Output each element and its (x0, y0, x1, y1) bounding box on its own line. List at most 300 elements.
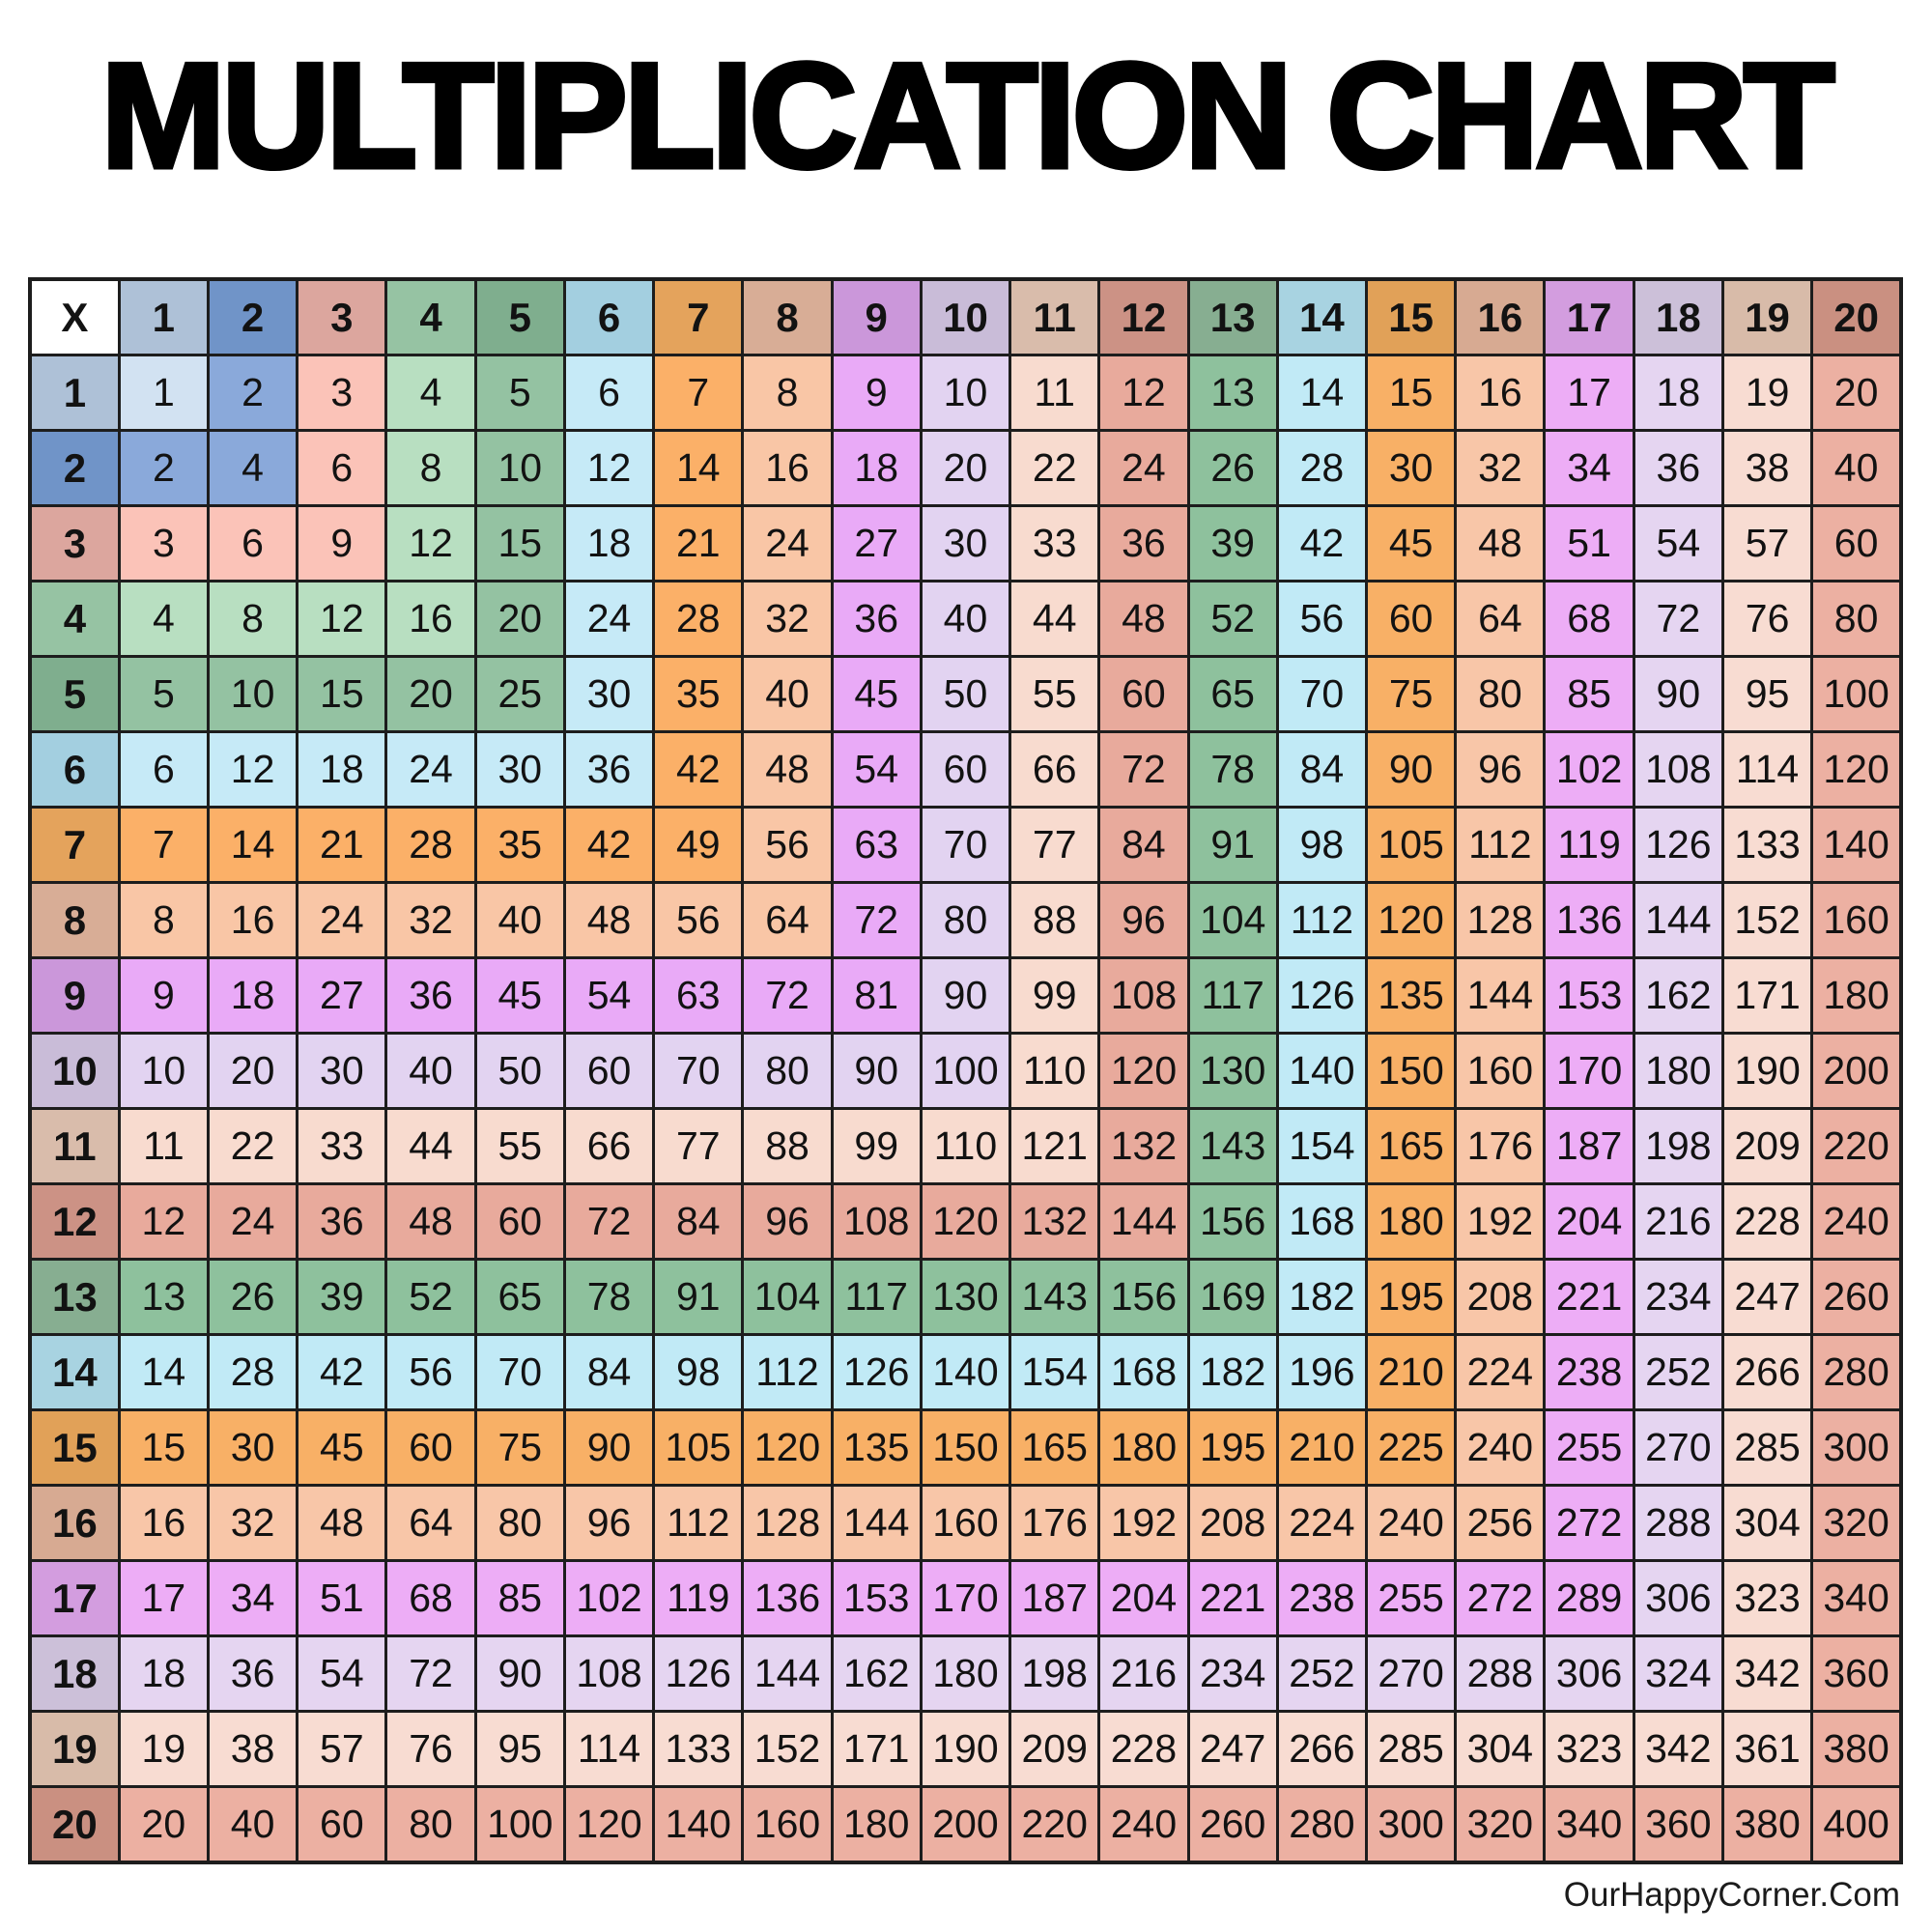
product-cell-3x3: 9 (298, 506, 386, 582)
product-cell-15x12: 180 (1099, 1410, 1188, 1486)
product-cell-16x16: 256 (1456, 1486, 1545, 1561)
product-cell-4x14: 56 (1277, 582, 1366, 657)
col-header-4: 4 (386, 279, 475, 355)
col-header-11: 11 (1010, 279, 1099, 355)
product-cell-4x3: 12 (298, 582, 386, 657)
product-cell-3x16: 48 (1456, 506, 1545, 582)
product-cell-6x13: 78 (1188, 732, 1277, 808)
product-cell-6x15: 90 (1367, 732, 1456, 808)
product-cell-11x17: 187 (1545, 1109, 1634, 1184)
product-cell-1x15: 15 (1367, 355, 1456, 431)
product-cell-5x4: 20 (386, 657, 475, 732)
row-header-13: 13 (30, 1260, 119, 1335)
col-header-16: 16 (1456, 279, 1545, 355)
product-cell-12x1: 12 (119, 1184, 208, 1260)
product-cell-2x10: 20 (921, 431, 1009, 506)
product-cell-15x16: 240 (1456, 1410, 1545, 1486)
product-cell-15x2: 30 (208, 1410, 297, 1486)
product-cell-6x9: 54 (832, 732, 921, 808)
product-cell-20x1: 20 (119, 1787, 208, 1863)
product-cell-9x2: 18 (208, 958, 297, 1034)
product-cell-13x5: 65 (475, 1260, 564, 1335)
product-cell-16x8: 128 (743, 1486, 832, 1561)
product-cell-3x17: 51 (1545, 506, 1634, 582)
product-cell-20x7: 140 (654, 1787, 743, 1863)
product-cell-6x17: 102 (1545, 732, 1634, 808)
product-cell-5x5: 25 (475, 657, 564, 732)
product-cell-7x3: 21 (298, 808, 386, 883)
product-cell-1x14: 14 (1277, 355, 1366, 431)
table-row-4 (30, 582, 1901, 657)
product-cell-9x16: 144 (1456, 958, 1545, 1034)
product-cell-17x5: 85 (475, 1561, 564, 1636)
product-cell-2x9: 18 (832, 431, 921, 506)
product-cell-7x2: 14 (208, 808, 297, 883)
product-cell-15x7: 105 (654, 1410, 743, 1486)
product-cell-19x18: 342 (1634, 1712, 1722, 1787)
product-cell-1x3: 3 (298, 355, 386, 431)
product-cell-4x6: 24 (564, 582, 653, 657)
product-cell-9x10: 90 (921, 958, 1009, 1034)
product-cell-10x12: 120 (1099, 1034, 1188, 1109)
product-cell-19x13: 247 (1188, 1712, 1277, 1787)
product-cell-8x4: 32 (386, 883, 475, 958)
product-cell-3x10: 30 (921, 506, 1009, 582)
product-cell-6x4: 24 (386, 732, 475, 808)
product-cell-14x6: 84 (564, 1335, 653, 1410)
product-cell-11x12: 132 (1099, 1109, 1188, 1184)
product-cell-18x9: 162 (832, 1636, 921, 1712)
product-cell-16x7: 112 (654, 1486, 743, 1561)
col-header-13: 13 (1188, 279, 1277, 355)
product-cell-11x10: 110 (921, 1109, 1009, 1184)
product-cell-7x5: 35 (475, 808, 564, 883)
product-cell-4x17: 68 (1545, 582, 1634, 657)
product-cell-8x13: 104 (1188, 883, 1277, 958)
product-cell-1x8: 8 (743, 355, 832, 431)
product-cell-10x15: 150 (1367, 1034, 1456, 1109)
row-header-19: 19 (30, 1712, 119, 1787)
product-cell-18x8: 144 (743, 1636, 832, 1712)
product-cell-14x12: 168 (1099, 1335, 1188, 1410)
product-cell-10x5: 50 (475, 1034, 564, 1109)
product-cell-8x17: 136 (1545, 883, 1634, 958)
product-cell-15x9: 135 (832, 1410, 921, 1486)
product-cell-19x17: 323 (1545, 1712, 1634, 1787)
table-row-2 (30, 431, 1901, 506)
product-cell-13x16: 208 (1456, 1260, 1545, 1335)
product-cell-18x14: 252 (1277, 1636, 1366, 1712)
product-cell-18x18: 324 (1634, 1636, 1722, 1712)
product-cell-17x11: 187 (1010, 1561, 1099, 1636)
product-cell-4x4: 16 (386, 582, 475, 657)
product-cell-4x2: 8 (208, 582, 297, 657)
product-cell-5x9: 45 (832, 657, 921, 732)
row-header-14: 14 (30, 1335, 119, 1410)
product-cell-17x6: 102 (564, 1561, 653, 1636)
product-cell-20x8: 160 (743, 1787, 832, 1863)
product-cell-17x1: 17 (119, 1561, 208, 1636)
row-header-17: 17 (30, 1561, 119, 1636)
table-row-1 (30, 355, 1901, 431)
col-header-18: 18 (1634, 279, 1722, 355)
col-header-1: 1 (119, 279, 208, 355)
product-cell-14x15: 210 (1367, 1335, 1456, 1410)
watermark: OurHappyCorner.Com (1563, 1876, 1900, 1914)
product-cell-18x1: 18 (119, 1636, 208, 1712)
product-cell-3x5: 15 (475, 506, 564, 582)
product-cell-2x13: 26 (1188, 431, 1277, 506)
product-cell-2x2: 4 (208, 431, 297, 506)
product-cell-6x11: 66 (1010, 732, 1099, 808)
product-cell-7x8: 56 (743, 808, 832, 883)
product-cell-3x4: 12 (386, 506, 475, 582)
product-cell-9x17: 153 (1545, 958, 1634, 1034)
product-cell-7x7: 49 (654, 808, 743, 883)
product-cell-2x1: 2 (119, 431, 208, 506)
corner-cell: X (30, 279, 119, 355)
product-cell-11x16: 176 (1456, 1109, 1545, 1184)
product-cell-13x18: 234 (1634, 1260, 1722, 1335)
product-cell-17x12: 204 (1099, 1561, 1188, 1636)
col-header-17: 17 (1545, 279, 1634, 355)
product-cell-2x8: 16 (743, 431, 832, 506)
product-cell-19x10: 190 (921, 1712, 1009, 1787)
product-cell-7x17: 119 (1545, 808, 1634, 883)
product-cell-5x8: 40 (743, 657, 832, 732)
product-cell-15x1: 15 (119, 1410, 208, 1486)
product-cell-7x20: 140 (1812, 808, 1901, 883)
product-cell-11x1: 11 (119, 1109, 208, 1184)
product-cell-19x2: 38 (208, 1712, 297, 1787)
product-cell-4x8: 32 (743, 582, 832, 657)
product-cell-2x6: 12 (564, 431, 653, 506)
product-cell-9x20: 180 (1812, 958, 1901, 1034)
product-cell-9x14: 126 (1277, 958, 1366, 1034)
product-cell-11x19: 209 (1722, 1109, 1811, 1184)
col-header-7: 7 (654, 279, 743, 355)
product-cell-18x19: 342 (1722, 1636, 1811, 1712)
product-cell-17x7: 119 (654, 1561, 743, 1636)
row-header-3: 3 (30, 506, 119, 582)
product-cell-16x18: 288 (1634, 1486, 1722, 1561)
product-cell-3x14: 42 (1277, 506, 1366, 582)
product-cell-12x14: 168 (1277, 1184, 1366, 1260)
row-header-6: 6 (30, 732, 119, 808)
product-cell-20x11: 220 (1010, 1787, 1099, 1863)
product-cell-1x9: 9 (832, 355, 921, 431)
product-cell-10x16: 160 (1456, 1034, 1545, 1109)
product-cell-5x6: 30 (564, 657, 653, 732)
product-cell-2x3: 6 (298, 431, 386, 506)
product-cell-12x19: 228 (1722, 1184, 1811, 1260)
product-cell-3x12: 36 (1099, 506, 1188, 582)
product-cell-8x1: 8 (119, 883, 208, 958)
product-cell-1x12: 12 (1099, 355, 1188, 431)
table-row-7 (30, 808, 1901, 883)
product-cell-14x5: 70 (475, 1335, 564, 1410)
product-cell-18x4: 72 (386, 1636, 475, 1712)
product-cell-2x14: 28 (1277, 431, 1366, 506)
col-header-2: 2 (208, 279, 297, 355)
row-header-10: 10 (30, 1034, 119, 1109)
product-cell-7x14: 98 (1277, 808, 1366, 883)
product-cell-13x14: 182 (1277, 1260, 1366, 1335)
product-cell-4x1: 4 (119, 582, 208, 657)
product-cell-13x2: 26 (208, 1260, 297, 1335)
product-cell-11x15: 165 (1367, 1109, 1456, 1184)
product-cell-6x6: 36 (564, 732, 653, 808)
product-cell-9x7: 63 (654, 958, 743, 1034)
product-cell-13x7: 91 (654, 1260, 743, 1335)
product-cell-20x2: 40 (208, 1787, 297, 1863)
product-cell-17x16: 272 (1456, 1561, 1545, 1636)
product-cell-7x15: 105 (1367, 808, 1456, 883)
product-cell-16x5: 80 (475, 1486, 564, 1561)
product-cell-1x11: 11 (1010, 355, 1099, 431)
product-cell-3x11: 33 (1010, 506, 1099, 582)
product-cell-7x19: 133 (1722, 808, 1811, 883)
product-cell-2x16: 32 (1456, 431, 1545, 506)
product-cell-5x7: 35 (654, 657, 743, 732)
product-cell-2x4: 8 (386, 431, 475, 506)
product-cell-17x13: 221 (1188, 1561, 1277, 1636)
product-cell-15x4: 60 (386, 1410, 475, 1486)
product-cell-17x19: 323 (1722, 1561, 1811, 1636)
product-cell-8x15: 120 (1367, 883, 1456, 958)
product-cell-10x13: 130 (1188, 1034, 1277, 1109)
product-cell-12x18: 216 (1634, 1184, 1722, 1260)
product-cell-14x8: 112 (743, 1335, 832, 1410)
row-header-12: 12 (30, 1184, 119, 1260)
product-cell-20x12: 240 (1099, 1787, 1188, 1863)
product-cell-5x20: 100 (1812, 657, 1901, 732)
product-cell-10x3: 30 (298, 1034, 386, 1109)
product-cell-11x20: 220 (1812, 1109, 1901, 1184)
product-cell-17x10: 170 (921, 1561, 1009, 1636)
product-cell-8x6: 48 (564, 883, 653, 958)
product-cell-14x14: 196 (1277, 1335, 1366, 1410)
product-cell-15x11: 165 (1010, 1410, 1099, 1486)
product-cell-9x15: 135 (1367, 958, 1456, 1034)
product-cell-6x5: 30 (475, 732, 564, 808)
product-cell-17x17: 289 (1545, 1561, 1634, 1636)
product-cell-14x3: 42 (298, 1335, 386, 1410)
product-cell-19x5: 95 (475, 1712, 564, 1787)
product-cell-2x11: 22 (1010, 431, 1099, 506)
product-cell-1x20: 20 (1812, 355, 1901, 431)
product-cell-14x20: 280 (1812, 1335, 1901, 1410)
product-cell-11x18: 198 (1634, 1109, 1722, 1184)
product-cell-8x8: 64 (743, 883, 832, 958)
product-cell-16x4: 64 (386, 1486, 475, 1561)
multiplication-table (28, 277, 1903, 1864)
product-cell-14x18: 252 (1634, 1335, 1722, 1410)
product-cell-15x13: 195 (1188, 1410, 1277, 1486)
row-header-15: 15 (30, 1410, 119, 1486)
product-cell-15x14: 210 (1277, 1410, 1366, 1486)
product-cell-5x1: 5 (119, 657, 208, 732)
product-cell-12x7: 84 (654, 1184, 743, 1260)
product-cell-20x18: 360 (1634, 1787, 1722, 1863)
product-cell-14x9: 126 (832, 1335, 921, 1410)
product-cell-11x8: 88 (743, 1109, 832, 1184)
row-header-16: 16 (30, 1486, 119, 1561)
product-cell-13x1: 13 (119, 1260, 208, 1335)
product-cell-19x11: 209 (1010, 1712, 1099, 1787)
product-cell-18x6: 108 (564, 1636, 653, 1712)
page-title: MULTIPLICATION CHART (100, 32, 1832, 199)
product-cell-7x4: 28 (386, 808, 475, 883)
product-cell-2x5: 10 (475, 431, 564, 506)
product-cell-13x10: 130 (921, 1260, 1009, 1335)
product-cell-9x19: 171 (1722, 958, 1811, 1034)
product-cell-17x20: 340 (1812, 1561, 1901, 1636)
product-cell-1x13: 13 (1188, 355, 1277, 431)
product-cell-4x15: 60 (1367, 582, 1456, 657)
table-row-20 (30, 1787, 1901, 1863)
product-cell-9x5: 45 (475, 958, 564, 1034)
product-cell-9x8: 72 (743, 958, 832, 1034)
row-header-8: 8 (30, 883, 119, 958)
product-cell-9x1: 9 (119, 958, 208, 1034)
product-cell-5x11: 55 (1010, 657, 1099, 732)
product-cell-20x14: 280 (1277, 1787, 1366, 1863)
product-cell-12x9: 108 (832, 1184, 921, 1260)
product-cell-9x11: 99 (1010, 958, 1099, 1034)
product-cell-5x2: 10 (208, 657, 297, 732)
product-cell-18x20: 360 (1812, 1636, 1901, 1712)
product-cell-1x1: 1 (119, 355, 208, 431)
product-cell-6x8: 48 (743, 732, 832, 808)
product-cell-10x18: 180 (1634, 1034, 1722, 1109)
product-cell-17x15: 255 (1367, 1561, 1456, 1636)
product-cell-4x18: 72 (1634, 582, 1722, 657)
product-cell-4x19: 76 (1722, 582, 1811, 657)
product-cell-6x10: 60 (921, 732, 1009, 808)
product-cell-10x20: 200 (1812, 1034, 1901, 1109)
product-cell-11x6: 66 (564, 1109, 653, 1184)
product-cell-13x3: 39 (298, 1260, 386, 1335)
table-row-15 (30, 1410, 1901, 1486)
product-cell-12x13: 156 (1188, 1184, 1277, 1260)
product-cell-3x2: 6 (208, 506, 297, 582)
product-cell-20x10: 200 (921, 1787, 1009, 1863)
col-header-14: 14 (1277, 279, 1366, 355)
product-cell-8x3: 24 (298, 883, 386, 958)
product-cell-20x17: 340 (1545, 1787, 1634, 1863)
table-row-17 (30, 1561, 1901, 1636)
col-header-10: 10 (921, 279, 1009, 355)
product-cell-3x8: 24 (743, 506, 832, 582)
table-row-6 (30, 732, 1901, 808)
product-cell-11x3: 33 (298, 1109, 386, 1184)
product-cell-16x12: 192 (1099, 1486, 1188, 1561)
table-row-9 (30, 958, 1901, 1034)
product-cell-13x15: 195 (1367, 1260, 1456, 1335)
product-cell-15x18: 270 (1634, 1410, 1722, 1486)
product-cell-2x19: 38 (1722, 431, 1811, 506)
row-header-7: 7 (30, 808, 119, 883)
product-cell-14x16: 224 (1456, 1335, 1545, 1410)
product-cell-6x2: 12 (208, 732, 297, 808)
product-cell-18x17: 306 (1545, 1636, 1634, 1712)
product-cell-12x5: 60 (475, 1184, 564, 1260)
product-cell-15x6: 90 (564, 1410, 653, 1486)
row-header-1: 1 (30, 355, 119, 431)
product-cell-5x16: 80 (1456, 657, 1545, 732)
product-cell-10x1: 10 (119, 1034, 208, 1109)
product-cell-13x11: 143 (1010, 1260, 1099, 1335)
product-cell-13x6: 78 (564, 1260, 653, 1335)
product-cell-20x5: 100 (475, 1787, 564, 1863)
product-cell-9x9: 81 (832, 958, 921, 1034)
col-header-3: 3 (298, 279, 386, 355)
product-cell-16x2: 32 (208, 1486, 297, 1561)
product-cell-4x13: 52 (1188, 582, 1277, 657)
product-cell-19x8: 152 (743, 1712, 832, 1787)
product-cell-10x8: 80 (743, 1034, 832, 1109)
product-cell-20x4: 80 (386, 1787, 475, 1863)
product-cell-14x11: 154 (1010, 1335, 1099, 1410)
product-cell-7x16: 112 (1456, 808, 1545, 883)
product-cell-8x20: 160 (1812, 883, 1901, 958)
product-cell-6x14: 84 (1277, 732, 1366, 808)
product-cell-15x10: 150 (921, 1410, 1009, 1486)
product-cell-20x16: 320 (1456, 1787, 1545, 1863)
product-cell-15x15: 225 (1367, 1410, 1456, 1486)
product-cell-7x11: 77 (1010, 808, 1099, 883)
product-cell-19x15: 285 (1367, 1712, 1456, 1787)
product-cell-10x14: 140 (1277, 1034, 1366, 1109)
product-cell-19x6: 114 (564, 1712, 653, 1787)
product-cell-11x7: 77 (654, 1109, 743, 1184)
table-row-12 (30, 1184, 1901, 1260)
product-cell-19x16: 304 (1456, 1712, 1545, 1787)
product-cell-13x13: 169 (1188, 1260, 1277, 1335)
product-cell-13x19: 247 (1722, 1260, 1811, 1335)
product-cell-12x2: 24 (208, 1184, 297, 1260)
product-cell-19x7: 133 (654, 1712, 743, 1787)
product-cell-19x14: 266 (1277, 1712, 1366, 1787)
product-cell-1x5: 5 (475, 355, 564, 431)
product-cell-14x1: 14 (119, 1335, 208, 1410)
product-cell-5x12: 60 (1099, 657, 1188, 732)
product-cell-16x9: 144 (832, 1486, 921, 1561)
product-cell-14x2: 28 (208, 1335, 297, 1410)
product-cell-15x5: 75 (475, 1410, 564, 1486)
product-cell-10x7: 70 (654, 1034, 743, 1109)
product-cell-18x7: 126 (654, 1636, 743, 1712)
table-row-19 (30, 1712, 1901, 1787)
product-cell-5x15: 75 (1367, 657, 1456, 732)
product-cell-14x17: 238 (1545, 1335, 1634, 1410)
table-row-3 (30, 506, 1901, 582)
product-cell-6x1: 6 (119, 732, 208, 808)
product-cell-20x19: 380 (1722, 1787, 1811, 1863)
product-cell-6x7: 42 (654, 732, 743, 808)
product-cell-20x9: 180 (832, 1787, 921, 1863)
product-cell-12x16: 192 (1456, 1184, 1545, 1260)
row-header-5: 5 (30, 657, 119, 732)
product-cell-8x10: 80 (921, 883, 1009, 958)
table-row-18 (30, 1636, 1901, 1712)
product-cell-19x20: 380 (1812, 1712, 1901, 1787)
product-cell-8x7: 56 (654, 883, 743, 958)
product-cell-18x11: 198 (1010, 1636, 1099, 1712)
product-cell-8x11: 88 (1010, 883, 1099, 958)
product-cell-16x15: 240 (1367, 1486, 1456, 1561)
